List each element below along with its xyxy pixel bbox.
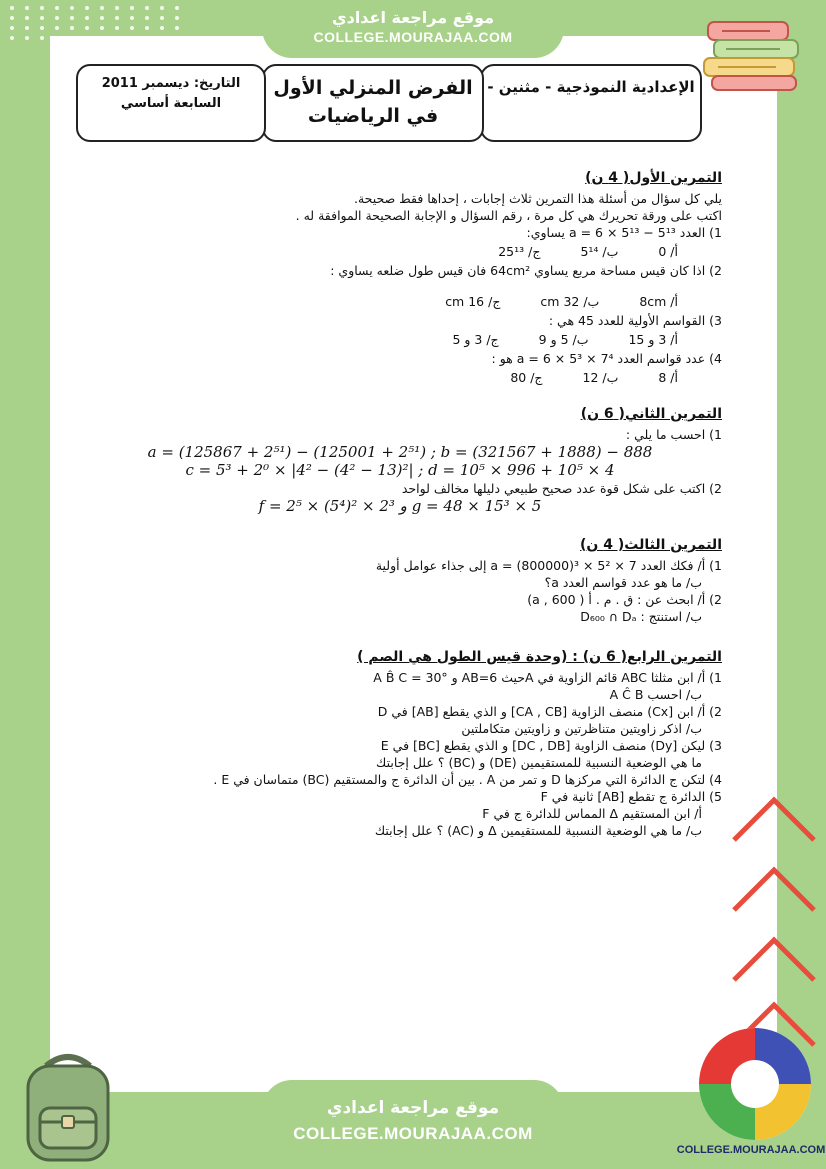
decorative-dot — [55, 26, 59, 30]
exercise-4-q2a: 2) أ/ ابن [Cx) منصف الزاوية [CA , CB] و الذي يقطع [AB] في D — [377, 704, 722, 719]
decorative-dot — [160, 6, 164, 10]
decorative-dot — [85, 16, 89, 20]
decorative-dot — [160, 16, 164, 20]
decorative-dot — [55, 16, 59, 20]
decorative-dot — [10, 26, 14, 30]
title-box — [262, 64, 484, 142]
exercise-4-q4: 4) لتكن ج الدائرة التي مركزها D و تمر من A . بين أن الدائرة ج والمستقيم (BC) متماسان في E . — [213, 772, 722, 787]
exercise-1-q4-choices — [78, 369, 722, 386]
decorative-dot — [145, 26, 149, 30]
choice: ج/ 16 cm — [445, 294, 501, 309]
decorative-dot — [25, 6, 29, 10]
exercise-2 — [78, 406, 722, 515]
document-body — [78, 170, 722, 839]
exercise-4-q1b: ب/ احسب A Ĉ B — [609, 687, 702, 702]
exercise-4-q3b: ما هي الوضعية النسبية للمستقيمين (DE) و (BC) ؟ علل إجابتك — [376, 755, 702, 770]
site-name-top: موقع مراجعة اعدادي — [331, 8, 495, 27]
decorative-dot — [100, 26, 104, 30]
exercise-2-q2: 2) اكتب على شكل قوة عدد صحيح طبيعي دليلها مخالف لواحد — [401, 481, 722, 496]
choice: ب/ 5¹⁴ — [580, 244, 619, 259]
exercise-1-title: التمرين الأول( 4 ن) — [585, 170, 722, 186]
exercise-3-q2a: 2) أ/ ابحث عن : ق . م . أ ( a , 600) — [527, 592, 722, 607]
books-icon — [700, 12, 808, 94]
document-date: التاريخ: ديسمبر 2011 — [101, 76, 241, 91]
exercise-4-q5c: ب/ ما هي الوضعية النسبية للمستقيمين Δ و (AC) ؟ علل إجابتك — [374, 823, 702, 838]
logo-caption: COLLEGE.MOURAJAA.COM — [676, 1144, 826, 1156]
chevron-up-icon — [724, 780, 824, 1050]
exercise-3-q2b: ب/ استنتج : D₆₀₀ ∩ Dₐ — [580, 609, 702, 624]
choice: أ/ 8 — [658, 370, 678, 385]
decorative-dot — [175, 6, 179, 10]
decorative-dot — [100, 16, 104, 20]
decorative-dot — [160, 26, 164, 30]
decorative-dot — [115, 26, 119, 30]
exercise-4-q2b: ب/ اذكر زاويتين متناظرتين و زاويتين متكاملتين — [461, 721, 702, 736]
exercise-2-eq1: a = (125867 + 2⁵¹) − (125001 + 2⁵¹) ; b = (321567 + 1888) − 888 — [147, 443, 653, 461]
date-box — [76, 64, 266, 142]
decorative-dot — [130, 16, 134, 20]
choice: أ/ 3 و 15 — [628, 332, 678, 347]
decorative-dot — [85, 6, 89, 10]
document-level: السابعة أساسي — [120, 96, 222, 111]
exercise-1-q2-choices — [78, 293, 722, 310]
decorative-dot — [115, 6, 119, 10]
decorative-dot — [100, 6, 104, 10]
decorative-dot — [175, 26, 179, 30]
decorative-dot — [175, 16, 179, 20]
exercise-1 — [78, 170, 722, 386]
exercise-1-q1: 1) العدد a = 6 × 5¹³ − 5¹³ يساوي: — [526, 225, 722, 240]
decorative-dot — [85, 26, 89, 30]
choice: أ/ 8cm — [639, 294, 678, 309]
decorative-dot — [115, 16, 119, 20]
exercise-1-q1-choices — [78, 243, 722, 260]
choice: ج/ 25¹³ — [498, 244, 541, 259]
decorative-dot — [40, 6, 44, 10]
exercise-1-q3: 3) القواسم الأولية للعدد 45 هي : — [548, 313, 722, 328]
exercise-3-q1b: ب/ ما هو عدد قواسم العدد a؟ — [544, 575, 702, 590]
decorative-dot — [10, 36, 14, 40]
choice: ج/ 3 و 5 — [452, 332, 499, 347]
exercise-2-eq2: c = 5³ + 2⁰ × |4² − (4² − 13)²| ; d = 10⁵ × 996 + 10⁵ × 4 — [185, 461, 615, 479]
decorative-dot — [70, 6, 74, 10]
site-url-top[interactable]: COLLEGE.MOURAJAA.COM — [313, 29, 513, 45]
school-bag-icon — [16, 1052, 120, 1164]
exercise-1-q3-choices — [78, 331, 722, 348]
decorative-dot — [130, 6, 134, 10]
exercise-4-q1a: 1) أ/ ابن مثلثا ABC قائم الزاوية في Aحيث AB=6 و A B̂ C = 30° — [373, 670, 722, 685]
exercise-4-q3a: 3) ليكن [Dy) منصف الزاوية [DC , DB] و الذي يقطع [BC] في E — [380, 738, 722, 753]
exercise-1-q2: 2) اذا كان قيس مساحة مربع يساوي 64cm² فان قيس طول ضلعه يساوي : — [330, 263, 722, 278]
document-title-line1: الفرض المنزلي الأول — [273, 77, 473, 99]
school-name-box — [480, 64, 702, 142]
exercise-1-q4: 4) عدد قواسم العدد a = 6 × 5³ × 7⁴ هو : — [491, 351, 722, 366]
decorative-dot — [25, 26, 29, 30]
site-banner-top[interactable] — [262, 0, 564, 58]
exercise-2-title: التمرين الثاني( 6 ن) — [580, 406, 722, 422]
school-name: الإعدادية النموذجية - مثنين - — [487, 78, 695, 96]
site-name-bottom: موقع مراجعة اعدادي — [326, 1098, 500, 1118]
document-title-line2: في الرياضيات — [307, 105, 439, 127]
exercise-1-intro-2: اكتب على ورقة تحريرك هي كل مرة ، رقم السؤال و الإجابة الصحيحة الموافقة له . — [295, 208, 722, 223]
decorative-dot — [145, 16, 149, 20]
exercise-3-q1a: 1) أ/ فكك العدد a = (800000)³ × 5² × 7 إلى جذاء عوامل أولية — [375, 558, 722, 573]
choice: ج/ 80 — [510, 370, 543, 385]
choice: ب/ 32 cm — [540, 294, 600, 309]
choice: أ/ 0 — [658, 244, 678, 259]
exercise-3 — [78, 537, 722, 625]
decorative-dot — [145, 6, 149, 10]
education-logo-icon — [694, 1020, 816, 1148]
exercise-4-title: التمرين الرابع( 6 ن) : (وحدة قيس الطول هي الصم ) — [357, 649, 722, 665]
decorative-dot — [40, 36, 44, 40]
exercise-3-title: التمرين الثالث( 4 ن) — [580, 537, 722, 553]
decorative-dot — [10, 16, 14, 20]
decorative-dot — [55, 6, 59, 10]
exercise-4-q5a: 5) الدائرة ج تقطع [AB] ثانية في F — [540, 789, 722, 804]
exercise-2-q1: 1) احسب ما يلي : — [625, 427, 722, 442]
decorative-dot — [70, 16, 74, 20]
site-banner-bottom[interactable] — [262, 1080, 564, 1169]
decorative-dot — [25, 36, 29, 40]
exercise-2-eq3: f = 2⁵ × (5⁴)² × 2³ و g = 48 × 15³ × 5 — [258, 497, 542, 515]
exercise-4-q5b: أ/ ابن المستقيم Δ المماس للدائرة ج في F — [482, 806, 702, 821]
choice: ب/ 12 — [582, 370, 619, 385]
site-url-bottom[interactable]: COLLEGE.MOURAJAA.COM — [293, 1124, 533, 1143]
exercise-4 — [78, 649, 722, 839]
decorative-dot — [70, 26, 74, 30]
decorative-dot — [25, 16, 29, 20]
choice: ب/ 5 و 9 — [538, 332, 589, 347]
decorative-dot — [10, 6, 14, 10]
decorative-dot — [40, 16, 44, 20]
decorative-dot — [130, 26, 134, 30]
exercise-1-intro-1: يلي كل سؤال من أسئلة هذا التمرين ثلاث إجابات ، إحداها فقط صحيحة. — [354, 191, 722, 206]
decorative-dot — [40, 26, 44, 30]
